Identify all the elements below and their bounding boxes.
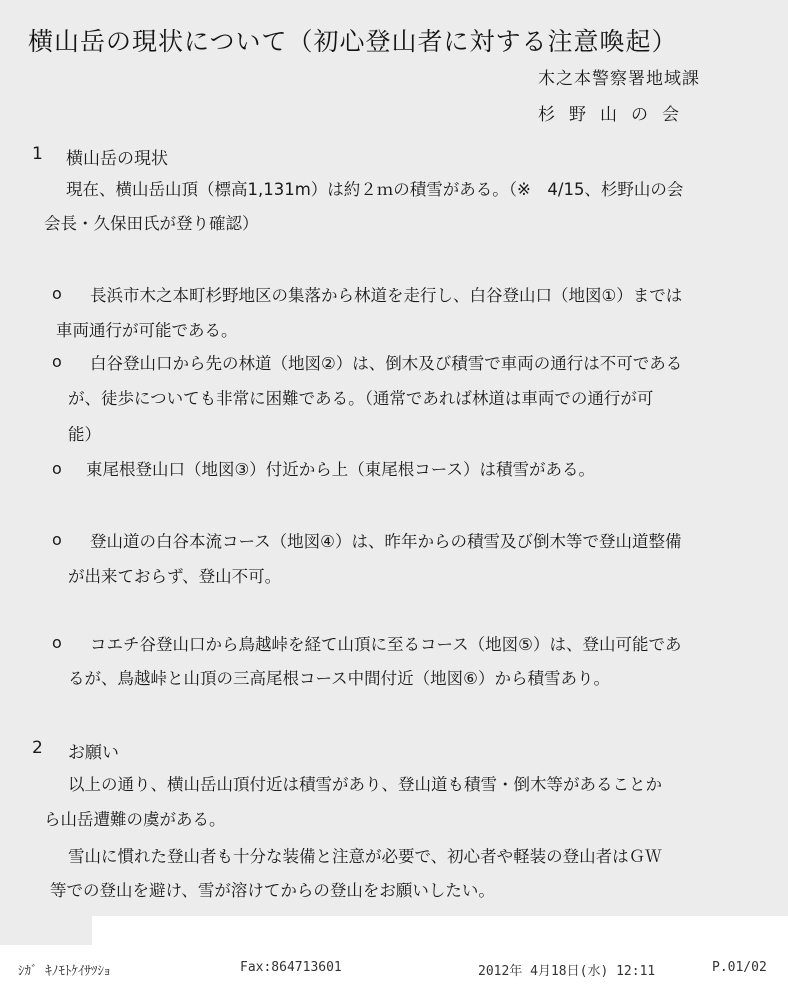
section1-heading: 横山岳の現状 — [66, 149, 168, 169]
fax-datetime: 2012年 4月18日(水) 12:11 — [478, 964, 656, 979]
item4-line1: 登山道の白谷本流コース（地図④）は、昨年からの積雪及び倒木等で登山道整備 — [90, 532, 682, 551]
section2-heading: お願い — [68, 743, 119, 763]
section2-p2-line2: 等での登山を避け、雪が溶けてからの登山をお願いしたい。 — [50, 881, 495, 900]
item2-line1: 白谷登山口から先の林道（地図②）は、倒木及び積雪で車両の通行は不可である — [90, 354, 683, 373]
section2-p1-line1: 以上の通り、横山岳山頂付近は積雪があり、登山道も積雪・倒木等があることか — [68, 775, 662, 794]
section1-intro-line1: 現在、横山岳山頂（標高1,131m）は約２ｍの積雪がある。（※ 4/15、杉野山の会 — [66, 180, 684, 199]
item2-line2: が、徒歩についても非常に困難である。（通常であれば林道は車両での通行が可 — [68, 389, 654, 408]
bullet-mark: o — [52, 633, 62, 652]
document-title: 横山岳の現状について（初心登山者に対する注意喚起） — [28, 27, 678, 56]
fax-page-number: P.01/02 — [712, 960, 767, 975]
item1-line1: 長浜市木之本町杉野地区の集落から林道を走行し、白谷登山口（地図①）までは — [90, 286, 683, 305]
bullet-mark: o — [52, 530, 62, 549]
item3-line1: 東尾根登山口（地図③）付近から上（東尾根コース）は積雪がある。 — [86, 460, 595, 479]
fax-header-strip — [0, 945, 788, 1006]
section1-number: 1 — [32, 144, 43, 164]
section2-p1-line2: ら山岳遭難の虞がある。 — [44, 810, 226, 829]
fax-sender: ｼｶﾞ ｷﾉﾓﾄｹｲｻﾂｼｮ — [18, 964, 111, 979]
bullet-mark: o — [52, 459, 62, 478]
item1-line2: 車両通行が可能である。 — [56, 321, 238, 340]
item5-line1: コエチ谷登山口から鳥越峠を経て山頂に至るコース（地図⑤）は、登山可能であ — [90, 635, 682, 654]
item5-line2: るが、鳥越峠と山頂の三高尾根コース中間付近（地図⑥）から積雪あり。 — [68, 669, 610, 688]
item4-line2: が出来ておらず、登山不可。 — [68, 567, 282, 586]
issuer-police: 木之本警察署地域課 — [538, 69, 700, 89]
issuer-club: 杉野山の会 — [538, 105, 693, 125]
scan-gap — [92, 916, 788, 946]
section1-intro-line2: 会長・久保田氏が登り確認） — [44, 214, 259, 233]
bullet-mark: o — [52, 352, 62, 371]
section2-p2-line1: 雪山に慣れた登山者も十分な装備と注意が必要で、初心者や軽装の登山者はＧＷ — [68, 847, 662, 866]
item2-line3: 能） — [68, 425, 101, 444]
bullet-mark: o — [52, 284, 62, 303]
fax-number: Fax:864713601 — [240, 960, 342, 975]
section2-number: 2 — [32, 738, 43, 758]
